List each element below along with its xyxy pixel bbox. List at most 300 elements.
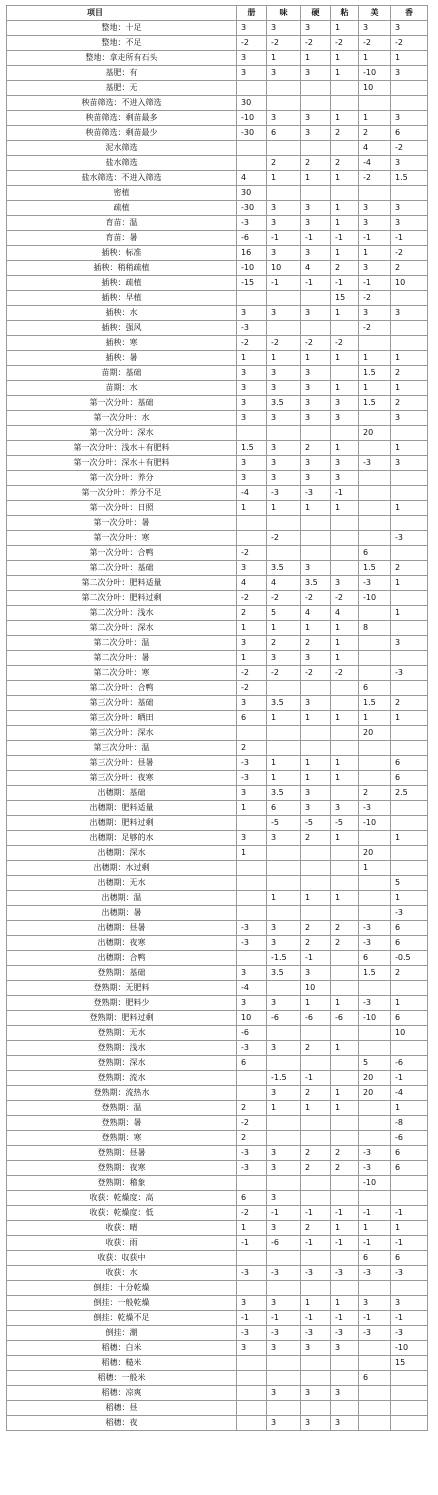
hardness-value: 2 [301, 1041, 331, 1056]
appearance-value: -3 [359, 1266, 391, 1281]
stickiness-value: 1 [331, 621, 359, 636]
table-row [7, 411, 428, 426]
taste-value: 3 [267, 381, 301, 396]
hardness-value: 3 [301, 246, 331, 261]
appearance-value: 6 [359, 1371, 391, 1386]
item-label: 第一次分叶：寒 [7, 531, 237, 546]
taste-value: -1 [267, 276, 301, 291]
table-row [7, 1236, 428, 1251]
stickiness-value [331, 321, 359, 336]
yield-value [237, 1416, 267, 1431]
hardness-value [301, 726, 331, 741]
appearance-value [359, 96, 391, 111]
item-label: 登熟期：暑 [7, 1116, 237, 1131]
stickiness-value: 3 [331, 1416, 359, 1431]
item-label: 出穗期：昼暑 [7, 921, 237, 936]
stickiness-value: 1 [331, 216, 359, 231]
table-row [7, 351, 428, 366]
item-label: 出穗期：基础 [7, 786, 237, 801]
taste-value: 1 [267, 771, 301, 786]
stickiness-value [331, 1071, 359, 1086]
appearance-value: -1 [359, 1206, 391, 1221]
yield-value: -2 [237, 36, 267, 51]
item-label: 整地：十足 [7, 21, 237, 36]
taste-value: -1.5 [267, 1071, 301, 1086]
hardness-value: 3 [301, 471, 331, 486]
table-row [7, 501, 428, 516]
item-label: 登熟期：流热水 [7, 1086, 237, 1101]
aroma-value: 3 [391, 456, 428, 471]
stickiness-value: 1 [331, 51, 359, 66]
table-row [7, 846, 428, 861]
taste-value: -2 [267, 591, 301, 606]
yield-value: 3 [237, 1296, 267, 1311]
hardness-value: 3 [301, 66, 331, 81]
stickiness-value [331, 1401, 359, 1416]
table-row [7, 591, 428, 606]
aroma-value: 10 [391, 276, 428, 291]
appearance-value: 1.5 [359, 561, 391, 576]
aroma-value: -4 [391, 1086, 428, 1101]
item-label: 第一次分叶：浅水＋有肥料 [7, 441, 237, 456]
taste-value [267, 321, 301, 336]
appearance-value: -3 [359, 996, 391, 1011]
taste-value: 3 [267, 306, 301, 321]
aroma-value: -8 [391, 1116, 428, 1131]
table-row [7, 1086, 428, 1101]
table-row [7, 1071, 428, 1086]
aroma-value [391, 741, 428, 756]
yield-value: -4 [237, 981, 267, 996]
hardness-value: 1 [301, 501, 331, 516]
item-label: 稻穗：夜 [7, 1416, 237, 1431]
yield-value: 1.5 [237, 441, 267, 456]
table-row [7, 1011, 428, 1026]
appearance-value [359, 1356, 391, 1371]
taste-value: 3 [267, 471, 301, 486]
hardness-value [301, 1026, 331, 1041]
table-row [7, 801, 428, 816]
rice-stats-table [6, 5, 428, 1431]
appearance-value: 20 [359, 726, 391, 741]
yield-value: -3 [237, 771, 267, 786]
aroma-value: -1 [391, 1236, 428, 1251]
taste-value: 3 [267, 201, 301, 216]
aroma-value [391, 846, 428, 861]
stickiness-value: 15 [331, 291, 359, 306]
table-row [7, 1221, 428, 1236]
stickiness-value [331, 1356, 359, 1371]
aroma-value: 3 [391, 201, 428, 216]
taste-value: 6 [267, 126, 301, 141]
appearance-value: -3 [359, 1161, 391, 1176]
hardness-value: -1 [301, 1236, 331, 1251]
stickiness-value: 1 [331, 636, 359, 651]
hardness-value: 1 [301, 756, 331, 771]
taste-value: 3 [267, 1086, 301, 1101]
taste-value: 1 [267, 711, 301, 726]
taste-value: 3.5 [267, 561, 301, 576]
appearance-value: -3 [359, 921, 391, 936]
item-label: 出穗期：肥料适量 [7, 801, 237, 816]
stickiness-value: 3 [331, 576, 359, 591]
taste-value: 1 [267, 171, 301, 186]
aroma-value: 1 [391, 381, 428, 396]
item-label: 出穗期：夜寒 [7, 936, 237, 951]
appearance-value [359, 336, 391, 351]
hardness-value [301, 186, 331, 201]
stickiness-value [331, 786, 359, 801]
header-yield: 册 [237, 6, 267, 21]
item-label: 秧苗筛选：剩苗最多 [7, 111, 237, 126]
table-row [7, 441, 428, 456]
item-label: 第二次分叶：肥料过剩 [7, 591, 237, 606]
item-label: 育苗：温 [7, 216, 237, 231]
item-label: 登熟期：夜寒 [7, 1161, 237, 1176]
appearance-value: 1 [359, 711, 391, 726]
taste-value [267, 141, 301, 156]
appearance-value: -3 [359, 1146, 391, 1161]
item-label: 第二次分叶：寒 [7, 666, 237, 681]
hardness-value [301, 1056, 331, 1071]
aroma-value: 2 [391, 696, 428, 711]
aroma-value: 1 [391, 1221, 428, 1236]
stickiness-value [331, 96, 359, 111]
taste-value [267, 1371, 301, 1386]
appearance-value [359, 651, 391, 666]
hardness-value [301, 1176, 331, 1191]
appearance-value: -4 [359, 156, 391, 171]
aroma-value: 1 [391, 831, 428, 846]
table-row [7, 891, 428, 906]
table-row [7, 1206, 428, 1221]
taste-value: 3 [267, 456, 301, 471]
table-row [7, 1266, 428, 1281]
yield-value: -6 [237, 231, 267, 246]
taste-value: 3 [267, 411, 301, 426]
yield-value: -2 [237, 591, 267, 606]
taste-value: 3 [267, 921, 301, 936]
taste-value: 1 [267, 621, 301, 636]
yield-value: -3 [237, 1041, 267, 1056]
table-row [7, 1056, 428, 1071]
yield-value: -3 [237, 1326, 267, 1341]
appearance-value: -2 [359, 36, 391, 51]
table-row [7, 606, 428, 621]
header-item: 项目 [7, 6, 237, 21]
table-row [7, 21, 428, 36]
yield-value: 3 [237, 966, 267, 981]
hardness-value: 1 [301, 351, 331, 366]
appearance-value [359, 741, 391, 756]
aroma-value [391, 681, 428, 696]
yield-value: 3 [237, 306, 267, 321]
table-row [7, 96, 428, 111]
stickiness-value: 1 [331, 111, 359, 126]
aroma-value: 6 [391, 936, 428, 951]
hardness-value: 3 [301, 126, 331, 141]
item-label: 插秧：疏植 [7, 276, 237, 291]
taste-value [267, 516, 301, 531]
table-row [7, 531, 428, 546]
item-label: 第二次分叶：基础 [7, 561, 237, 576]
stickiness-value: 1 [331, 756, 359, 771]
aroma-value [391, 321, 428, 336]
aroma-value [391, 96, 428, 111]
table-row [7, 561, 428, 576]
hardness-value [301, 861, 331, 876]
table-row [7, 156, 428, 171]
appearance-value: 6 [359, 1251, 391, 1266]
aroma-value: -2 [391, 141, 428, 156]
stickiness-value: 2 [331, 261, 359, 276]
aroma-value [391, 1041, 428, 1056]
appearance-value: 6 [359, 546, 391, 561]
aroma-value: 6 [391, 126, 428, 141]
yield-value: 3 [237, 66, 267, 81]
table-row [7, 831, 428, 846]
stickiness-value: 1 [331, 306, 359, 321]
yield-value: 3 [237, 21, 267, 36]
table-row [7, 1251, 428, 1266]
taste-value: 3 [267, 441, 301, 456]
appearance-value [359, 981, 391, 996]
appearance-value [359, 906, 391, 921]
aroma-value: 10 [391, 1026, 428, 1041]
table-row [7, 681, 428, 696]
item-label: 插秧：水 [7, 306, 237, 321]
hardness-value: 3 [301, 786, 331, 801]
table-row [7, 756, 428, 771]
aroma-value [391, 336, 428, 351]
appearance-value: 1 [359, 1221, 391, 1236]
stickiness-value: 3 [331, 411, 359, 426]
taste-value: 2 [267, 156, 301, 171]
stickiness-value: 1 [331, 441, 359, 456]
taste-value: -2 [267, 531, 301, 546]
yield-value: 2 [237, 1131, 267, 1146]
aroma-value: 6 [391, 921, 428, 936]
hardness-value: -6 [301, 1011, 331, 1026]
aroma-value [391, 1401, 428, 1416]
yield-value: 10 [237, 1011, 267, 1026]
hardness-value: 3 [301, 1341, 331, 1356]
table-row [7, 651, 428, 666]
item-label: 第二次分叶：深水 [7, 621, 237, 636]
appearance-value: 1 [359, 381, 391, 396]
yield-value [237, 531, 267, 546]
item-label: 秧苗筛选：不进入筛选 [7, 96, 237, 111]
yield-value: 1 [237, 351, 267, 366]
appearance-value [359, 831, 391, 846]
table-row [7, 381, 428, 396]
hardness-value: 3 [301, 1416, 331, 1431]
hardness-value: 1 [301, 891, 331, 906]
yield-value [237, 1176, 267, 1191]
aroma-value: 1 [391, 576, 428, 591]
yield-value: -3 [237, 321, 267, 336]
yield-value: -3 [237, 1146, 267, 1161]
aroma-value: 3 [391, 66, 428, 81]
aroma-value: 1 [391, 891, 428, 906]
table-row [7, 621, 428, 636]
yield-value: 3 [237, 831, 267, 846]
appearance-value [359, 516, 391, 531]
appearance-value: -1 [359, 231, 391, 246]
item-label: 稻穗：一般米 [7, 1371, 237, 1386]
item-label: 登熟期：稽象 [7, 1176, 237, 1191]
yield-value: -1 [237, 1236, 267, 1251]
item-label: 第三次分叶：昼暑 [7, 756, 237, 771]
yield-value: 3 [237, 636, 267, 651]
stickiness-value: 4 [331, 606, 359, 621]
aroma-value: 3 [391, 636, 428, 651]
yield-value: -2 [237, 1116, 267, 1131]
yield-value: 3 [237, 1341, 267, 1356]
table-row [7, 981, 428, 996]
appearance-value: 1.5 [359, 396, 391, 411]
stickiness-value: -1 [331, 1206, 359, 1221]
hardness-value [301, 96, 331, 111]
taste-value [267, 186, 301, 201]
item-label: 稻穗：凉爽 [7, 1386, 237, 1401]
yield-value [237, 426, 267, 441]
table-row [7, 276, 428, 291]
appearance-value [359, 636, 391, 651]
stickiness-value: 2 [331, 126, 359, 141]
appearance-value: 3 [359, 306, 391, 321]
item-label: 收获：晴 [7, 1221, 237, 1236]
hardness-value: 1 [301, 1296, 331, 1311]
hardness-value: 2 [301, 441, 331, 456]
item-label: 登熟期：肥料少 [7, 996, 237, 1011]
item-label: 泥水筛选 [7, 141, 237, 156]
yield-value [237, 1401, 267, 1416]
aroma-value [391, 186, 428, 201]
aroma-value [391, 1281, 428, 1296]
table-row [7, 1116, 428, 1131]
aroma-value: -0.5 [391, 951, 428, 966]
yield-value: 3 [237, 51, 267, 66]
table-row [7, 291, 428, 306]
hardness-value: -5 [301, 816, 331, 831]
taste-value: 3.5 [267, 786, 301, 801]
table-row [7, 171, 428, 186]
item-label: 出穗期：肥料过剩 [7, 816, 237, 831]
item-label: 基肥：无 [7, 81, 237, 96]
appearance-value: 20 [359, 426, 391, 441]
yield-value: -3 [237, 936, 267, 951]
item-label: 育苗：暑 [7, 231, 237, 246]
taste-value: 1 [267, 501, 301, 516]
hardness-value [301, 741, 331, 756]
taste-value: 3 [267, 1161, 301, 1176]
aroma-value: -3 [391, 1326, 428, 1341]
hardness-value: -1 [301, 1071, 331, 1086]
taste-value [267, 906, 301, 921]
stickiness-value [331, 1371, 359, 1386]
item-label: 第三次分叶：深水 [7, 726, 237, 741]
stickiness-value: -1 [331, 276, 359, 291]
item-label: 第一次分叶：日照 [7, 501, 237, 516]
table-row [7, 306, 428, 321]
yield-value [237, 1371, 267, 1386]
yield-value: -2 [237, 1206, 267, 1221]
item-label: 收获：水 [7, 1266, 237, 1281]
stickiness-value [331, 1026, 359, 1041]
table-row [7, 1281, 428, 1296]
item-label: 登熟期：流水 [7, 1071, 237, 1086]
aroma-value [391, 651, 428, 666]
stickiness-value [331, 861, 359, 876]
taste-value: 3 [267, 111, 301, 126]
table-row [7, 1191, 428, 1206]
hardness-value: -1 [301, 1206, 331, 1221]
taste-value: 1 [267, 351, 301, 366]
appearance-value [359, 1401, 391, 1416]
taste-value: -6 [267, 1011, 301, 1026]
table-row [7, 66, 428, 81]
appearance-value: -2 [359, 291, 391, 306]
item-label: 第一次分叶：基础 [7, 396, 237, 411]
taste-value [267, 1131, 301, 1146]
hardness-value: 4 [301, 606, 331, 621]
appearance-value [359, 411, 391, 426]
taste-value [267, 741, 301, 756]
yield-value [237, 1251, 267, 1266]
stickiness-value: 1 [331, 1086, 359, 1101]
hardness-value: -3 [301, 1266, 331, 1281]
hardness-value: 3 [301, 216, 331, 231]
table-row [7, 1026, 428, 1041]
hardness-value: -3 [301, 486, 331, 501]
yield-value: -4 [237, 486, 267, 501]
appearance-value [359, 1026, 391, 1041]
table-row [7, 456, 428, 471]
header-stickiness: 粘 [331, 6, 359, 21]
item-label: 倒挂：潮 [7, 1326, 237, 1341]
aroma-value: 3 [391, 1296, 428, 1311]
item-label: 出穗期：水过剩 [7, 861, 237, 876]
item-label: 登熟期：寒 [7, 1131, 237, 1146]
table-row [7, 906, 428, 921]
yield-value: 6 [237, 1056, 267, 1071]
yield-value: -3 [237, 1266, 267, 1281]
appearance-value: -1 [359, 1236, 391, 1251]
hardness-value: 10 [301, 981, 331, 996]
hardness-value [301, 681, 331, 696]
aroma-value: 6 [391, 1161, 428, 1176]
hardness-value: 4 [301, 261, 331, 276]
stickiness-value: 3 [331, 471, 359, 486]
hardness-value: 3 [301, 966, 331, 981]
yield-value: 1 [237, 846, 267, 861]
appearance-value: 1 [359, 111, 391, 126]
aroma-value [391, 546, 428, 561]
hardness-value: 3 [301, 411, 331, 426]
appearance-value: -3 [359, 801, 391, 816]
taste-value: 1 [267, 756, 301, 771]
taste-value [267, 1251, 301, 1266]
item-label: 第一次分叶：深水 [7, 426, 237, 441]
hardness-value: 2 [301, 156, 331, 171]
appearance-value: 6 [359, 681, 391, 696]
aroma-value: -10 [391, 1341, 428, 1356]
aroma-value [391, 1386, 428, 1401]
yield-value: -30 [237, 126, 267, 141]
taste-value [267, 426, 301, 441]
taste-value: 1 [267, 51, 301, 66]
